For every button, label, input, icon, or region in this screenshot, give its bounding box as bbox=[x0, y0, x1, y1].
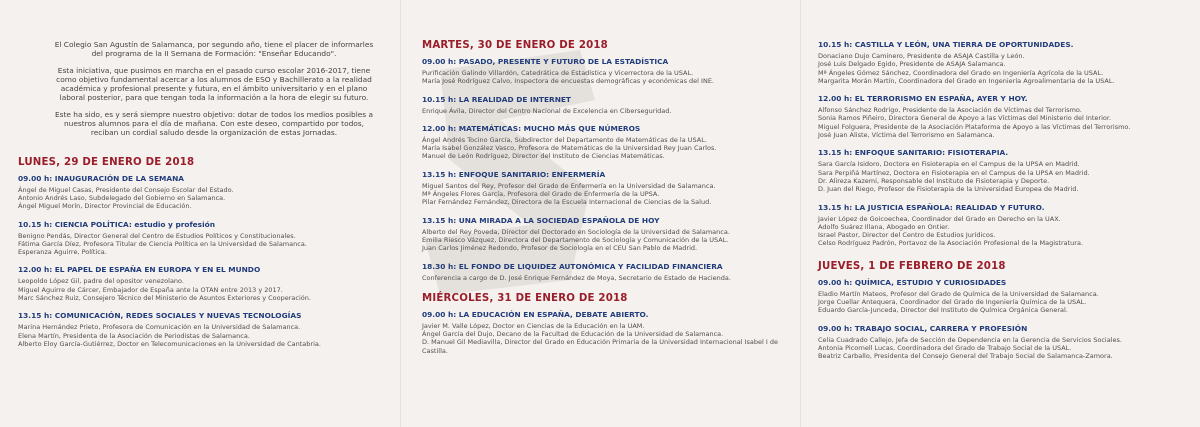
session-title: 12.00 h: EL TERRORISMO EN ESPAÑA, AYER Y HOY. bbox=[818, 94, 1028, 104]
speaker-line: Antonia Picornell Lucas, Coordinadora del Grado de Trabajo Social de la USAL. bbox=[818, 343, 1072, 352]
speaker-line: Enrique Ávila, Director del Centro Nacional de Excelencia en Ciberseguridad. bbox=[422, 106, 672, 115]
speaker-line: Purificación Galindo Villardón, Catedrática de Estadística y Vicerrectora de la USAL. bbox=[422, 69, 694, 77]
session bbox=[818, 278, 1188, 315]
speaker-line: Alberto del Rey Poveda, Director del Doctorado en Sociología de la Universidad de Salamanca. bbox=[422, 227, 730, 236]
session bbox=[818, 148, 1188, 193]
speaker-line: Emilia Riesco Vázquez, Directora del Departamento de Sociología y Comunicación de la USAL. bbox=[422, 235, 729, 244]
speaker-line: Leopoldo López Gil, padre del opositor venezolano. bbox=[18, 277, 184, 286]
session bbox=[818, 94, 1188, 139]
session-title: 09.00 h: QUÍMICA, ESTUDIO Y CURIOSIDADES bbox=[818, 277, 1007, 287]
speaker-line: Margarita Morán Martín, Coordinadora del Grado en Ingeniería Agroalimentaria de la USAL. bbox=[818, 76, 1115, 85]
speaker-line: Sonia Ramos Piñeiro, Directora General de Apoyo a las Víctimas del Ministerio del Interior. bbox=[818, 114, 1112, 123]
session bbox=[818, 203, 1188, 248]
speaker-line: Celia Cuadrado Callejo, Jefa de Sección de Dependencia en la Gerencia de Servicios Sociales. bbox=[818, 335, 1122, 344]
session-title: 13.15 h: ENFOQUE SANITARIO: FISIOTERAPIA. bbox=[818, 148, 1009, 158]
speaker-line: Benigno Pendás, Director General del Centro de Estudios Políticos y Constitucionales. bbox=[18, 231, 296, 240]
session bbox=[422, 124, 790, 161]
speaker-line: Manuel de León Rodríguez, Director del Instituto de Ciencias Matemáticas. bbox=[422, 152, 665, 161]
day-heading: MIÉRCOLES, 31 DE ENERO DE 2018 bbox=[422, 292, 628, 304]
session bbox=[18, 174, 386, 211]
speaker-line: Juan Carlos Jiménez Redondo, Profesor de Sociología en el CEU San Pablo de Madrid. bbox=[422, 244, 698, 253]
intro-paragraph: Este ha sido, es y será siempre nuestro objetivo: dotar de todos los medios posibles a nuestros alumnos para el día de mañana. Con este deseo, compartido por todos, reciban un cordial saludo desde la organización de estas Jornadas. bbox=[54, 109, 374, 138]
speaker-line: Alfonso Sánchez Rodrigo, Presidente de la Asociación de Víctimas del Terrorismo. bbox=[818, 106, 1082, 115]
column-right bbox=[800, 0, 1200, 427]
speaker-line: Mª Ángeles Gómez Sánchez, Coordinadora del Grado en Ingeniería Agrícola de la USAL. bbox=[818, 68, 1104, 77]
speaker-line: Pilar Fernández Fernández, Directora de la Escuela Internacional de Ciencias de la Salud. bbox=[422, 198, 712, 207]
speaker-line: Conferencia a cargo de D. José Enrique Fernández de Moya, Secretario de Estado de Hacienda. bbox=[422, 273, 731, 282]
speaker-line: María Isabel González Vasco, Profesora de Matemáticas de la Universidad Rey Juan Carlos. bbox=[422, 144, 717, 153]
day-heading: LUNES, 29 DE ENERO DE 2018 bbox=[18, 156, 195, 168]
day-block bbox=[18, 157, 386, 349]
session bbox=[422, 95, 790, 115]
session-title: 12.00 h: MATEMÁTICAS: MUCHO MÁS QUE NÚMEROS bbox=[422, 123, 641, 133]
speaker-line: Mª Ángeles Flores García, Profesora del Grado de Enfermería de la UPSA. bbox=[422, 190, 660, 199]
speaker-line: Ángel de Miguel Casas, Presidente del Consejo Escolar del Estado. bbox=[18, 185, 234, 194]
intro-paragraph: El Colegio San Agustín de Salamanca, por segundo año, tiene el placer de informarles del programa de la II Semana de Formación: "Enseñar Educando". bbox=[54, 40, 374, 59]
column-left bbox=[0, 0, 400, 427]
speaker-line: Donaciano Dujo Caminero, Presidente de ASAJA Castilla y León. bbox=[818, 52, 1025, 60]
day-block bbox=[818, 261, 1188, 361]
speaker-line: D. Manuel Gil Mediavilla, Director del Grado en Educación Primaria de la Universidad Internacional Isabel I de Castilla. bbox=[422, 338, 778, 355]
intro-paragraph: Esta iniciativa, que pusimos en marcha en el pasado curso escolar 2016-2017, tiene como objetivo fundamental acercar a los alumnos de ESO y Bachillerato a la realidad académica y profesional presente y futura, en el ámbito universitario y en el plano laboral posterior, para que tengan toda la información a la hora de elegir su futuro. bbox=[56, 65, 372, 103]
session bbox=[18, 311, 386, 348]
session bbox=[422, 310, 790, 355]
speaker-line: Eladio Martín Mateos, Profesor del Grado de Química de la Universidad de Salamanca. bbox=[818, 289, 1099, 298]
speaker-line: Esperanza Aguirre, Política. bbox=[18, 248, 107, 257]
speaker-line: Javier López de Goicoechea, Coordinador del Grado en Derecho en la UAX. bbox=[818, 214, 1061, 223]
speaker-line: Marina Hernández Prieto, Profesora de Comunicación en la Universidad de Salamanca. bbox=[18, 323, 301, 332]
speaker-line: Eduardo García-Junceda, Director del Instituto de Química Orgánica General. bbox=[818, 306, 1068, 315]
speaker-line: Ángel García del Dujo, Decano de la Facultad de Educación de la Universidad de Salamanca. bbox=[422, 330, 724, 339]
speaker-line: José Luis Delgado Egido, Presidente de ASAJA Salamanca. bbox=[818, 60, 1006, 69]
speaker-line: José Juan Aliste, Víctima del Terrorismo en Salamanca. bbox=[818, 131, 995, 140]
speaker-line: Antonio Andrés Laso, Subdelegado del Gobierno en Salamanca. bbox=[18, 193, 226, 202]
session-title: 18.30 h: EL FONDO DE LIQUIDEZ AUTONÓMICA Y FACILIDAD FINANCIERA bbox=[422, 261, 723, 271]
session-title: 13.15 h: COMUNICACIÓN, REDES SOCIALES Y NUEVAS TECNOLOGÍAS bbox=[18, 311, 302, 321]
session-title: 10.15 h: CASTILLA Y LEÓN, UNA TIERRA DE OPORTUNIDADES. bbox=[818, 40, 1074, 49]
session-title: 13.15 h: UNA MIRADA A LA SOCIEDAD ESPAÑOLA DE HOY bbox=[422, 215, 660, 225]
session-title: 10.15 h: CIENCIA POLÍTICA: estudio y profesión bbox=[18, 219, 215, 229]
session bbox=[818, 324, 1188, 361]
day-heading: MARTES, 30 DE ENERO DE 2018 bbox=[422, 40, 608, 51]
speaker-line: María José Rodríguez Calvo, Inspectora de encuestas demográficas y económicas del INE. bbox=[422, 77, 714, 86]
session-title: 09.00 h: PASADO, PRESENTE Y FUTURO DE LA ESTADÍSTICA bbox=[422, 57, 669, 66]
day-block bbox=[422, 293, 790, 355]
session bbox=[422, 216, 790, 253]
speaker-line: Israel Pastor, Director del Centro de Estudios Jurídicos. bbox=[818, 231, 996, 240]
speaker-line: Marc Sánchez Ruiz, Consejero Técnico del Ministerio de Asuntos Exteriores y Cooperación. bbox=[18, 294, 311, 303]
speaker-line: Fátima García Díez, Profesora Titular de Ciencia Política en la Universidad de Salamanca. bbox=[18, 239, 307, 248]
speaker-line: Miguel Folguera, Presidente de la Asociación Plataforma de Apoyo a las Víctimas del Terrorismo. bbox=[818, 122, 1131, 131]
speaker-line: Elena Martín, Presidenta de la Asociación de Periodistas de Salamanca. bbox=[18, 331, 250, 340]
session-title: 09.00 h: TRABAJO SOCIAL, CARRERA Y PROFESIÓN bbox=[818, 323, 1028, 333]
session bbox=[18, 265, 386, 302]
speaker-line: Sara García Isidoro, Doctora en Fisioterapia en el Campus de la UPSA en Madrid. bbox=[818, 160, 1080, 169]
speaker-line: Miguel Aguirre de Cárcer, Embajador de España ante la OTAN entre 2013 y 2017. bbox=[18, 285, 283, 294]
speaker-line: Celso Rodríguez Padrón, Portavoz de la Asociación Profesional de la Magistratura. bbox=[818, 239, 1084, 248]
speaker-line: D. Juan del Riego, Profesor de Fisioterapia de la Universidad Europea de Madrid. bbox=[818, 185, 1079, 194]
speaker-line: Miguel Santos del Rey, Profesor del Grado de Enfermería en la Universidad de Salamanca. bbox=[422, 181, 716, 190]
session bbox=[422, 262, 790, 282]
speaker-line: Dr. Alireza Kazemi, Responsable del Instituto de Fisioterapia y Deporte. bbox=[818, 176, 1050, 185]
session-title: 09.00 h: INAUGURACIÓN DE LA SEMANA bbox=[18, 173, 184, 183]
day-block bbox=[422, 40, 790, 293]
session bbox=[422, 170, 790, 207]
speaker-line: Ángel Andrés Tocino García, Subdirector del Departamento de Matemáticas de la USAL. bbox=[422, 135, 707, 144]
session-title: 09.00 h: LA EDUCACIÓN EN ESPAÑA, DEBATE ABIERTO. bbox=[422, 309, 649, 319]
speaker-line: Alberto Eloy García-Gutiérrez, Doctor en Telecomunicaciones en la Universidad de Cantabria. bbox=[18, 339, 321, 348]
session-title: 13.15 h: LA JUSTICIA ESPAÑOLA: REALIDAD Y FUTURO. bbox=[818, 202, 1045, 212]
speaker-line: Javier M. Valle López, Doctor en Ciencias de la Educación en la UAM. bbox=[422, 321, 645, 330]
speaker-line: Adolfo Suárez Illana, Abogado en Ontier. bbox=[818, 222, 950, 231]
session-title: 12.00 h: EL PAPEL DE ESPAÑA EN EUROPA Y EN EL MUNDO bbox=[18, 265, 261, 275]
session bbox=[818, 40, 1188, 85]
session-title: 10.15 h: LA REALIDAD DE INTERNET bbox=[422, 94, 571, 104]
speaker-line: Ángel Miguel Morín, Director Provincial de Educación. bbox=[18, 202, 192, 211]
session-title: 13.15 h: ENFOQUE SANITARIO: ENFERMERÍA bbox=[422, 169, 606, 179]
speaker-line: Jorge Cuellar Antequera, Coordinador del Grado de Ingeniería Química de la USAL. bbox=[818, 298, 1087, 307]
session bbox=[422, 57, 790, 86]
day-heading: JUEVES, 1 DE FEBRERO DE 2018 bbox=[818, 260, 1006, 272]
speaker-line: Sara Perpiñá Martínez, Doctora en Fisioterapia en el Campus de la UPSA en Madrid. bbox=[818, 168, 1090, 177]
day-block bbox=[818, 40, 1188, 261]
intro-text bbox=[18, 40, 386, 138]
speaker-line: Beatriz Carballo, Presidenta del Consejo General del Trabajo Social de Salamanca-Zamora. bbox=[818, 352, 1113, 361]
column-middle bbox=[400, 0, 800, 427]
session bbox=[18, 220, 386, 257]
